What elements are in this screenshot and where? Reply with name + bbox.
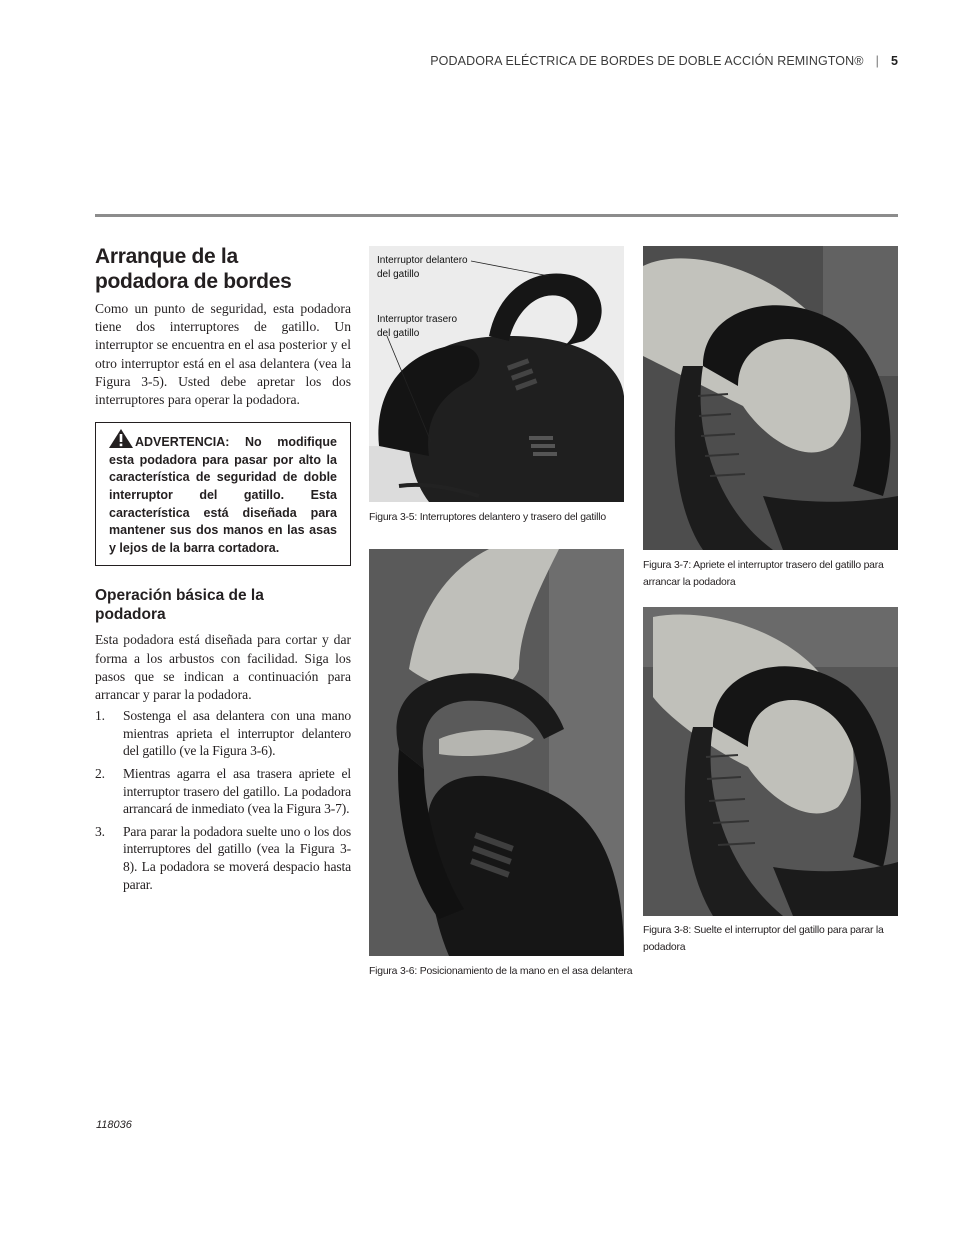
left-text-column — [95, 244, 351, 898]
section-title-line2: podadora de bordes — [95, 270, 292, 293]
list-item — [95, 823, 351, 893]
figure-3-8-photo — [643, 607, 898, 916]
subsection-title-line1: Operación básica de la — [95, 587, 264, 605]
subsection-title — [95, 586, 351, 624]
figure-3-5-caption: Figura 3-5: Interruptores delantero y trasero del gatillo — [369, 512, 606, 523]
figure-3-7-caption-line2: arrancar la podadora — [643, 577, 736, 588]
section-intro-paragraph: Como un punto de seguridad, esta podadora tiene dos interruptores de gatillo. Un interruptor se encuentra en el asa posterior y el otro interruptor está en el asa delantera (vea la Figura 3-5). Usted debe apretar los dos interruptores para operar la podadora. — [95, 301, 351, 408]
section-title-line1: Arranque de la — [95, 245, 238, 268]
figure-3-7-photo — [643, 246, 898, 550]
step-number: 3. — [95, 823, 105, 839]
figure-3-6-photo — [369, 549, 624, 956]
steps-list — [95, 707, 351, 893]
figure-3-7-caption — [643, 557, 884, 591]
step-text: Mientras agarra el asa trasera apriete el interruptor trasero del gatillo. La podadora arrancará de inmediato (vea la Figura 3-7). — [123, 765, 351, 817]
step-number: 2. — [95, 765, 105, 781]
warning-triangle-icon — [109, 429, 133, 447]
warning-text: ADVERTENCIA: No modifique esta podadora para pasar por alto la característica de seguridad de doble interruptor del gatillo. Esta característica está diseñada para mantener sus dos manos en las asas y lejos de la barra cortadora. — [109, 435, 337, 555]
step-text: Sostenga el asa delantera con una mano mientras aprieta el interruptor delantero del gatillo (ve la Figura 3-6). — [123, 708, 351, 759]
figure-3-5-photo — [369, 246, 624, 502]
figure-3-8-caption-line2: podadora — [643, 942, 686, 953]
callout-front-line2: del gatillo — [377, 269, 420, 280]
warning-box — [95, 422, 351, 566]
document-number: 118036 — [96, 1119, 132, 1131]
callout-front-trigger — [377, 254, 468, 282]
figure-3-6-caption: Figura 3-6: Posicionamiento de la mano en el asa delantera — [369, 966, 633, 977]
running-header-separator: | — [875, 54, 879, 68]
running-header-title: PODADORA ELÉCTRICA DE BORDES DE DOBLE ACCIÓN REMINGTON® — [430, 54, 864, 68]
section-title — [95, 244, 351, 294]
subsection-intro-paragraph: Esta podadora está diseñada para cortar y dar forma a los arbustos con facilidad. Siga los pasos que se indican a continuación para arrancar y parar la podadora. — [95, 632, 351, 702]
callout-rear-line1: Interruptor trasero — [377, 314, 458, 325]
callout-rear-trigger — [377, 313, 457, 341]
list-item — [95, 707, 351, 760]
step-number: 1. — [95, 708, 105, 724]
step-text: Para parar la podadora suelte uno o los dos interruptores del gatillo (vea la Figura 3-8). La podadora se moverá despacio hasta parar. — [123, 823, 351, 892]
section-divider-rule — [95, 214, 898, 217]
page-number: 5 — [890, 54, 898, 68]
figure-3-8-caption — [643, 922, 884, 956]
running-header — [430, 54, 898, 68]
list-item — [95, 765, 351, 818]
figure-3-7-caption-line1: Figura 3-7: Apriete el interruptor trasero del gatillo para — [643, 560, 884, 571]
callout-front-line1: Interruptor delantero — [377, 255, 468, 266]
figure-3-8-caption-line1: Figura 3-8: Suelte el interruptor del gatillo para parar la — [643, 925, 884, 936]
subsection-title-line2: podadora — [95, 606, 166, 624]
callout-rear-line2: del gatillo — [377, 328, 420, 339]
